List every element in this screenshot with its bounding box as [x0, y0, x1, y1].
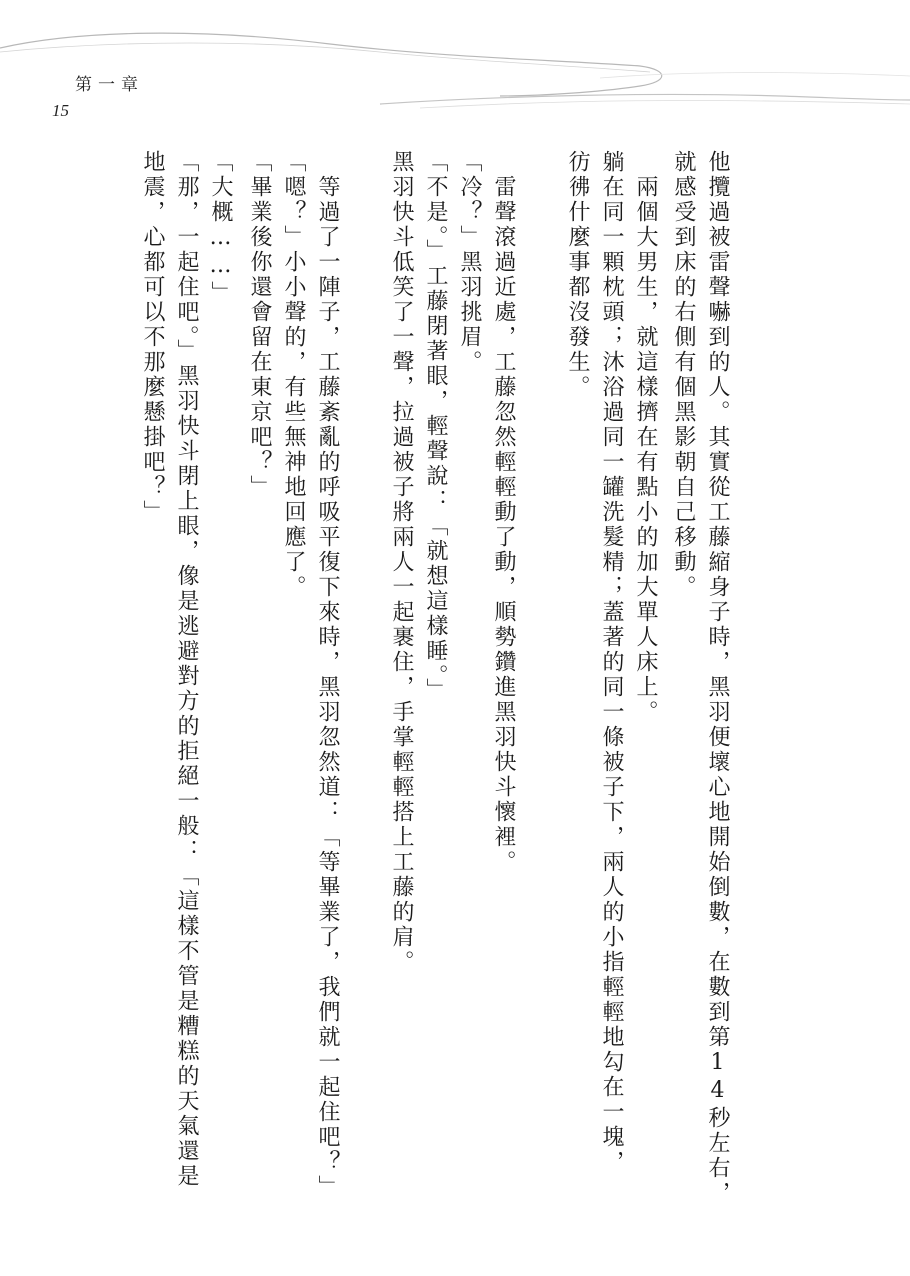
text-column: 「嗯？」小小聲的，有些無神地回應了。 — [281, 150, 306, 600]
text-column: 躺在同一顆枕頭；沐浴過同一罐洗髮精；蓋著的同一條被子下，兩人的小指輕輕地勾在一塊， — [599, 150, 624, 1175]
text-column: 雷聲滾過近處，工藤忽然輕輕動了動，順勢鑽進黑羽快斗懷裡。 — [491, 175, 516, 875]
page-number: 15 — [52, 101, 69, 120]
text-column: 「那，一起住吧。」黑羽快斗閉上眼，像是逃避對方的拒絕一般：「這樣不管是糟糕的天氣還是 — [174, 150, 199, 1189]
text-column: 兩個大男生，就這樣擠在有點小的加大單人床上。 — [633, 175, 658, 725]
header-swoosh-decoration — [0, 0, 910, 130]
text-column: 就感受到床的右側有個黑影朝自己移動。 — [671, 150, 696, 600]
text-column: 「大概……」 — [208, 150, 233, 306]
text-column: 黑羽快斗低笑了一聲，拉過被子將兩人一起裹住，手掌輕輕搭上工藤的肩。 — [389, 150, 414, 975]
text-column: 「不是。」工藤閉著眼，輕聲說：「就想這樣睡。」 — [423, 150, 448, 703]
text-column: 「冷？」黑羽挑眉。 — [457, 150, 482, 375]
text-column: 地震，心都可以不那麼懸掛吧？」 — [140, 150, 165, 525]
text-column: 他攬過被雷聲嚇到的人。其實從工藤縮身子時，黑羽便壞心地開始倒數，在數到第14秒左右， — [705, 150, 730, 1206]
text-column: 彷彿什麼事都沒發生。 — [565, 150, 590, 400]
chapter-title: 第一章 — [75, 75, 144, 95]
text-column: 等過了一陣子，工藤紊亂的呼吸平復下來時，黑羽忽然道：「等畢業了，我們就一起住吧？」 — [315, 175, 340, 1200]
text-column: 「畢業後你還會留在東京吧？」 — [247, 150, 272, 500]
